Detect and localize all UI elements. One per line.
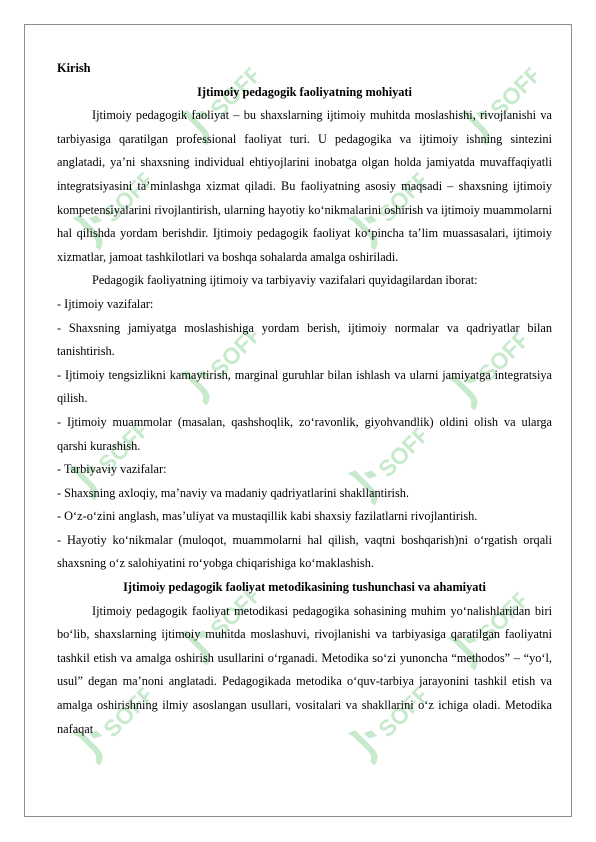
section-label: Kirish [57, 61, 91, 75]
list-item: - Ijtimoiy tengsizlikni kamaytirish, marginal guruhlar bilan ishlash va ularni jamiyatga integratsiya qilish. [57, 367, 552, 406]
paragraph-2: Pedagogik faoliyatning ijtimoiy va tarbiyaviy vazifalari quyidagilardan iborat: [92, 273, 478, 288]
heading-2: Ijtimoiy pedagogik faoliyat metodikasining tushunchasi va ahamiyati [123, 580, 486, 595]
list-item: - Ijtimoiy muammolar (masalan, qashshoqlik, zo‘ravonlik, giyohvandlik) oldini olish va ularga qarshi kurashish. [57, 414, 552, 453]
list-item: - Hayotiy ko‘nikmalar (muloqot, muammolarni hal qilish, vaqtni boshqarish)ni o‘rgatish orqali shaxsning o‘z salohiyatini ro‘yobga chiqarishiga ko‘maklashish. [57, 532, 552, 571]
list-item: - Shaxsning axloqiy, ma’naviy va madaniy qadriyatlarini shakllantirish. [57, 485, 409, 500]
paragraph-3: Ijtimoiy pedagogik faoliyat metodikasi pedagogika sohasining muhim yo‘nalishlaridan biri bo‘lib, shaxslarning ijtimoiy muhitda moslashuvi, rivojlanishi va tarbiyasiga qaratilgan faoliyatni tashkil etish va amalga oshirish usullarini o‘rganadi. Metodika so‘zi yunoncha “methodos” – “yo‘l, usul” degan ma’noni anglatadi. Pedagogikada metodika o‘quv-tarbiya jarayonini tashkil etish va amalga oshirishning ilmiy asoslangan usullari, vositalari va shakllarini o‘z ichiga oladi. Metodika nafaqat [57, 603, 552, 736]
list-item: - Shaxsning jamiyatga moslashishiga yordam berish, ijtimoiy normalar va qadriyatlar bilan tanishtirish. [57, 320, 552, 359]
list-item: - O‘z-o‘zini anglash, mas’uliyat va mustaqillik kabi shaxsiy fazilatlarni rivojlantirish. [57, 509, 478, 524]
list-item: - Tarbiyaviy vazifalar: [57, 462, 167, 477]
list-item: - Ijtimoiy vazifalar: [57, 296, 154, 311]
heading-1: Ijtimoiy pedagogik faoliyatning mohiyati [197, 84, 412, 99]
document-body [57, 57, 552, 741]
paragraph-1: Ijtimoiy pedagogik faoliyat – bu shaxslarning ijtimoiy muhitda moslashishi, rivojlanishi va tarbiyasiga qaratilgan professional faoliyat turi. U pedagogika va ijtimoiy ishning sintezini anglatadi, ya’ni shaxsning individual ehtiyojlarini inobatga olgan holda jamiyatda muvaffaqiyatli integratsiyasini ta’minlashga xizmat qiladi. Bu faoliyatning asosiy maqsadi – shaxsning ijtimoiy kompetensiyalarini rivojlantirish, ularning hayotiy ko‘nikmalarini oshirish va ijtimoiy muammolarni hal qilishda yordam berishdir. Ijtimoiy pedagogik faoliyat ko‘pincha ta’lim muassasalari, ijtimoiy xizmatlar, jamoat tashkilotlari va boshqa sohalarda amalga oshiriladi. [57, 108, 552, 264]
